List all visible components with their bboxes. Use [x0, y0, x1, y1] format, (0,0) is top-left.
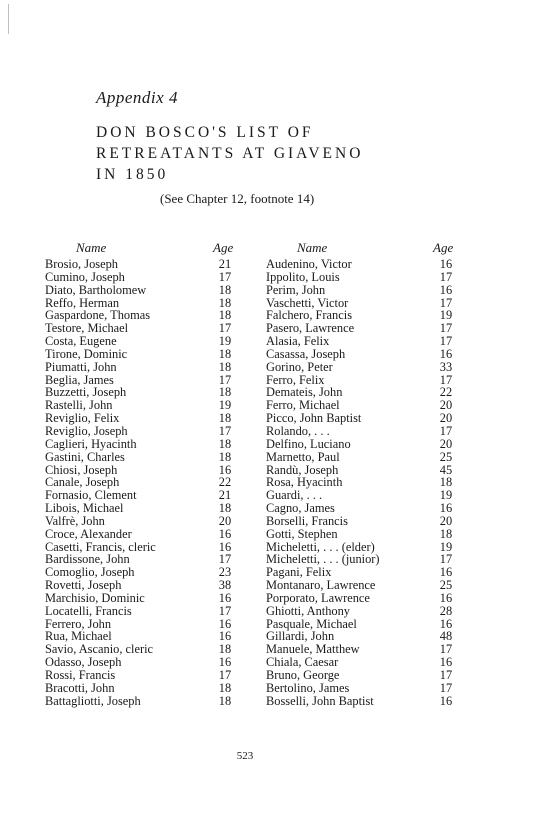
retreatant-age: 45	[439, 462, 453, 477]
retreatant-name: Buzzetti, Joseph	[45, 385, 127, 400]
column-header-age-left: Age	[213, 240, 234, 255]
retreatant-age: 17	[439, 552, 453, 567]
retreatant-name: Rua, Michael	[45, 629, 112, 644]
retreatant-name: Piumatti, John	[45, 359, 117, 374]
retreatant-name: Micheletti, . . . (junior)	[266, 552, 380, 567]
retreatant-name: Battagliotti, Joseph	[45, 693, 141, 708]
retreatant-name: Ferro, Felix	[266, 372, 325, 387]
retreatant-age: 17	[218, 552, 232, 567]
left-ages-column	[200, 258, 250, 708]
margin-mark	[8, 4, 9, 34]
retreatant-age: 33	[439, 359, 453, 374]
retreatant-age: 16	[218, 539, 232, 554]
retreatant-name: Gaspardone, Thomas	[45, 308, 151, 323]
retreatant-name: Libois, Michael	[45, 501, 124, 516]
retreatant-age: 16	[439, 655, 453, 670]
retreatant-age: 16	[218, 655, 232, 670]
retreatant-age: 19	[439, 488, 453, 503]
retreatant-name: Marchisio, Dominic	[45, 590, 145, 605]
retreatant-name: Ferro, Michael	[266, 398, 340, 413]
retreatant-name: Rosa, Hyacinth	[266, 475, 343, 490]
retreatant-age: 20	[218, 513, 232, 528]
retreatant-age: 17	[439, 680, 453, 695]
retreatant-age: 20	[439, 398, 453, 413]
title-line: DON BOSCO'S LIST OF	[96, 124, 314, 141]
retreatant-name: Delfino, Luciano	[266, 436, 351, 451]
retreatant-age: 18	[218, 436, 232, 451]
retreatant-age: 17	[218, 423, 232, 438]
retreatant-age: 18	[218, 501, 232, 516]
retreatant-name: Cagno, James	[266, 501, 335, 516]
retreatant-name: Testore, Michael	[45, 321, 129, 336]
retreatant-name: Bardissone, John	[45, 552, 130, 567]
retreatant-age: 16	[218, 629, 232, 644]
retreatant-age: 19	[218, 334, 232, 349]
retreatant-age: 17	[439, 423, 453, 438]
retreatant-age: 16	[439, 346, 453, 361]
retreatant-age: 18	[218, 346, 232, 361]
retreatant-age: 18	[218, 359, 232, 374]
retreatant-age: 17	[439, 668, 453, 682]
retreatant-name: Rastelli, John	[45, 398, 113, 413]
retreatant-name: Tirone, Dominic	[45, 346, 128, 361]
retreatant-age: 20	[439, 436, 453, 451]
retreatant-name: Bruno, George	[266, 668, 340, 682]
appendix-label: Appendix 4	[96, 88, 178, 107]
retreatant-name: Gotti, Stephen	[266, 526, 338, 541]
retreatant-name: Reviglio, Joseph	[45, 423, 128, 438]
retreatant-age: 18	[218, 693, 232, 708]
retreatant-name: Randù, Joseph	[266, 462, 339, 477]
retreatant-name: Ferrero, John	[45, 616, 112, 631]
retreatant-age: 17	[439, 372, 453, 387]
retreatant-name: Alasia, Felix	[266, 334, 330, 349]
retreatant-age: 19	[439, 539, 453, 554]
column-header-name-left: Name	[76, 240, 107, 255]
retreatant-age: 18	[218, 308, 232, 323]
retreatant-name: Gastini, Charles	[45, 449, 125, 464]
retreatant-age: 19	[439, 308, 453, 323]
retreatant-age: 17	[439, 334, 453, 349]
subtitle-reference: (See Chapter 12, footnote 14)	[160, 191, 315, 206]
retreatant-age: 17	[218, 321, 232, 336]
retreatant-name: Manuele, Matthew	[266, 642, 360, 657]
retreatant-name: Fornasio, Clement	[45, 488, 137, 503]
retreatant-age: 18	[439, 526, 453, 541]
retreatant-age: 16	[439, 590, 453, 605]
retreatant-name: Caglieri, Hyacinth	[45, 436, 137, 451]
retreatant-age: 28	[439, 603, 453, 618]
retreatant-age: 16	[439, 616, 453, 631]
retreatant-name: Bertolino, James	[266, 680, 350, 695]
retreatant-name: Marnetto, Paul	[266, 449, 340, 464]
retreatant-age: 18	[218, 642, 232, 657]
retreatant-age: 16	[218, 526, 232, 541]
title-line: IN 1850	[96, 166, 169, 183]
retreatant-name: Bracotti, John	[45, 680, 115, 695]
retreatant-age: 16	[218, 462, 232, 477]
retreatant-name: Guardi, . . .	[266, 488, 323, 503]
retreatant-name: Diato, Bartholomew	[45, 282, 147, 297]
retreatant-age: 25	[439, 578, 453, 593]
retreatant-age: 17	[218, 269, 232, 284]
retreatant-name: Ippolito, Louis	[266, 269, 340, 284]
retreatant-age: 18	[218, 411, 232, 426]
retreatant-age: 16	[439, 257, 453, 271]
column-header-age-right: Age	[433, 240, 454, 255]
retreatant-name: Audenino, Victor	[266, 257, 352, 271]
retreatant-name: Ghiotti, Anthony	[266, 603, 350, 618]
retreatant-age: 18	[218, 295, 232, 310]
right-names-column	[266, 258, 426, 708]
retreatant-name: Gorino, Peter	[266, 359, 333, 374]
retreatant-name: Porporato, Lawrence	[266, 590, 370, 605]
appendix-title	[96, 122, 363, 185]
retreatant-name: Locatelli, Francis	[45, 603, 132, 618]
retreatant-name: Odasso, Joseph	[45, 655, 122, 670]
retreatant-name: Rovetti, Joseph	[45, 578, 122, 593]
page-number: 523	[236, 750, 254, 762]
retreatant-age: 16	[439, 501, 453, 516]
retreatant-age: 18	[218, 385, 232, 400]
retreatant-name: Valfrè, John	[45, 513, 105, 528]
retreatant-name: Montanaro, Lawrence	[266, 578, 376, 593]
column-header-name-right: Name	[297, 240, 328, 255]
retreatant-name: Pasquale, Michael	[266, 616, 357, 631]
retreatant-age: 16	[218, 590, 232, 605]
retreatant-age: 21	[218, 488, 232, 503]
retreatant-name: Pagani, Felix	[266, 565, 332, 580]
retreatant-name: Micheletti, . . . (elder)	[266, 539, 375, 554]
retreatant-name: Brosio, Joseph	[45, 257, 118, 271]
retreatant-age: 20	[439, 513, 453, 528]
retreatant-name: Rolando, . . .	[266, 423, 330, 438]
retreatant-age: 17	[439, 642, 453, 657]
left-names-column	[45, 258, 215, 708]
retreatant-name: Picco, John Baptist	[266, 411, 362, 426]
retreatant-age: 17	[439, 269, 453, 284]
retreatant-age: 25	[439, 449, 453, 464]
retreatant-age: 18	[218, 282, 232, 297]
retreatant-name: Cumino, Joseph	[45, 269, 125, 284]
retreatant-name: Borselli, Francis	[266, 513, 348, 528]
retreatant-age: 38	[218, 578, 232, 593]
retreatant-age: 16	[439, 565, 453, 580]
retreatant-age: 18	[218, 449, 232, 464]
retreatant-name: Chiosi, Joseph	[45, 462, 118, 477]
retreatant-name: Reviglio, Felix	[45, 411, 120, 426]
retreatant-name: Gillardi, John	[266, 629, 335, 644]
retreatant-age: 22	[439, 385, 453, 400]
right-ages-column	[426, 258, 466, 708]
title-line: RETREATANTS AT GIAVENO	[96, 145, 364, 162]
retreatant-age: 17	[439, 321, 453, 336]
retreatant-age: 17	[218, 668, 232, 682]
retreatant-name: Costa, Eugene	[45, 334, 117, 349]
retreatant-name: Perim, John	[266, 282, 326, 297]
retreatant-age: 16	[218, 616, 232, 631]
retreatant-name: Reffo, Herman	[45, 295, 120, 310]
retreatant-age: 16	[439, 282, 453, 297]
retreatant-age: 18	[218, 680, 232, 695]
retreatant-age: 20	[439, 411, 453, 426]
retreatant-name: Pasero, Lawrence	[266, 321, 355, 336]
retreatant-name: Rossi, Francis	[45, 668, 116, 682]
retreatant-name: Vaschetti, Victor	[266, 295, 349, 310]
retreatant-age: 17	[218, 603, 232, 618]
retreatant-age: 23	[218, 565, 232, 580]
retreatant-age: 21	[218, 257, 232, 271]
retreatant-name: Croce, Alexander	[45, 526, 132, 541]
retreatant-name: Chiala, Caesar	[266, 655, 339, 670]
retreatant-name: Demateis, John	[266, 385, 343, 400]
retreatant-name: Canale, Joseph	[45, 475, 120, 490]
retreatant-age: 18	[439, 475, 453, 490]
retreatant-age: 17	[218, 372, 232, 387]
retreatant-name: Bosselli, John Baptist	[266, 693, 374, 708]
retreatant-age: 48	[439, 629, 453, 644]
retreatant-name: Falchero, Francis	[266, 308, 353, 323]
retreatant-name: Comoglio, Joseph	[45, 565, 135, 580]
retreatant-name: Savio, Ascanio, cleric	[45, 642, 154, 657]
retreatant-age: 17	[439, 295, 453, 310]
retreatant-age: 16	[439, 693, 453, 708]
retreatant-age: 19	[218, 398, 232, 413]
retreatant-name: Casetti, Francis, cleric	[45, 539, 156, 554]
retreatant-name: Casassa, Joseph	[266, 346, 346, 361]
retreatant-age: 22	[218, 475, 232, 490]
retreatant-name: Beglia, James	[45, 372, 114, 387]
